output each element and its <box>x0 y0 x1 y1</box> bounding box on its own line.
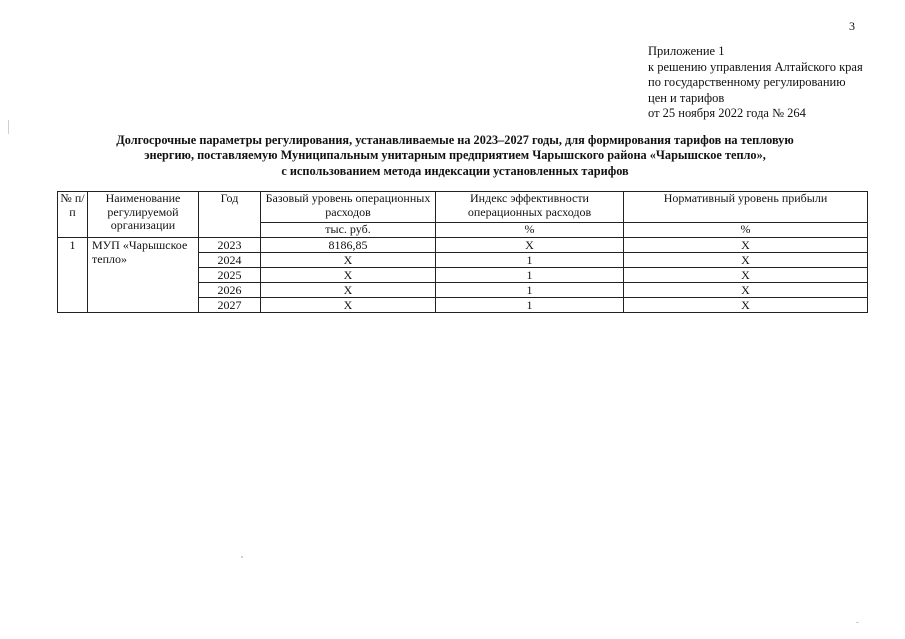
appendix-line: к решению управления Алтайского края <box>648 59 863 74</box>
parameters-table <box>57 191 868 313</box>
cell-base-level: 8186,85 <box>261 238 436 253</box>
cell-base-level: X <box>261 283 436 298</box>
cell-year: 2023 <box>199 238 261 253</box>
cell-efficiency-index: X <box>436 238 624 253</box>
header-year: Год <box>199 192 261 238</box>
unit-efficiency-index: % <box>436 223 624 238</box>
cell-profit-level: X <box>624 283 868 298</box>
appendix-line: цен и тарифов <box>648 90 725 105</box>
appendix-line: от 25 ноября 2022 года № 264 <box>648 106 806 120</box>
unit-base-level: тыс. руб. <box>261 223 436 238</box>
cell-year: 2025 <box>199 268 261 283</box>
organization-name: МУП «Чарышское тепло» <box>88 238 199 313</box>
appendix-line: Приложение 1 <box>648 44 725 58</box>
cell-year: 2024 <box>199 253 261 268</box>
appendix-header <box>648 44 863 122</box>
header-profit-level: Нормативный уровень прибыли <box>624 192 868 223</box>
header-base-level: Базовый уровень операционных расходов <box>261 192 436 223</box>
row-number: 1 <box>58 238 88 313</box>
cell-efficiency-index: 1 <box>436 283 624 298</box>
title-line: Долгосрочные параметры регулирования, устанавливаемые на 2023–2027 годы, для формирования тарифов на тепловую <box>116 133 794 147</box>
title-line: энергию, поставляемую Муниципальным унитарным предприятием Чарышского района «Чарышское тепло», <box>144 148 766 163</box>
cell-profit-level: X <box>624 298 868 313</box>
cell-efficiency-index: 1 <box>436 253 624 268</box>
scan-mark <box>8 120 9 134</box>
header-efficiency-index: Индекс эффективности операционных расходов <box>436 192 624 223</box>
scan-mark <box>856 622 859 623</box>
page-number: 3 <box>849 19 855 33</box>
cell-efficiency-index: 1 <box>436 268 624 283</box>
unit-profit-level: % <box>624 223 868 238</box>
appendix-line: по государственному регулированию <box>648 75 846 89</box>
cell-profit-level: X <box>624 268 868 283</box>
scan-mark <box>241 556 243 558</box>
cell-profit-level: X <box>624 238 868 253</box>
table-row <box>58 238 868 253</box>
cell-base-level: X <box>261 253 436 268</box>
table-header-row <box>58 192 868 223</box>
cell-year: 2027 <box>199 298 261 313</box>
header-organization: Наименование регулируемой организации <box>88 192 199 238</box>
cell-base-level: X <box>261 268 436 283</box>
cell-profit-level: X <box>624 253 868 268</box>
document-title <box>40 133 870 179</box>
cell-base-level: X <box>261 298 436 313</box>
header-num: № п/п <box>58 192 88 238</box>
cell-year: 2026 <box>199 283 261 298</box>
title-line: с использованием метода индексации установленных тарифов <box>281 163 629 178</box>
cell-efficiency-index: 1 <box>436 298 624 313</box>
